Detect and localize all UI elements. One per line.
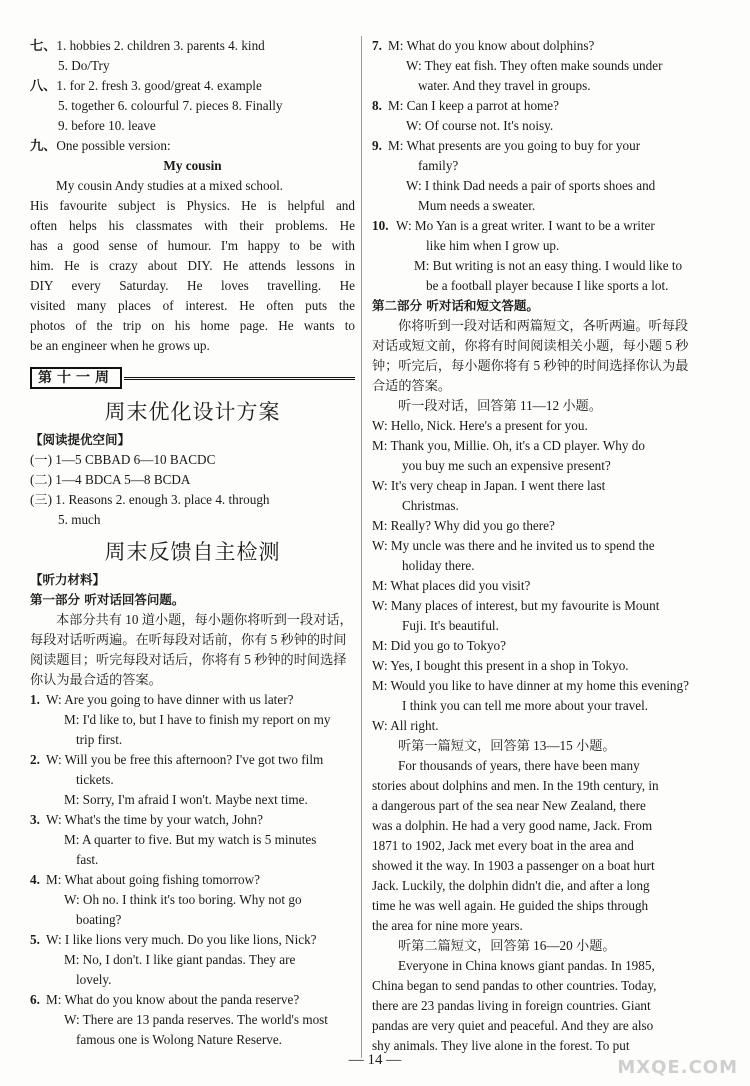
dialogue-body bbox=[388, 136, 655, 216]
essay-line: him. He is crazy about DIY. He attends lessons in bbox=[30, 258, 355, 273]
passage2-intro: 听第二篇短文，回答第 16—20 小题。 bbox=[398, 938, 616, 953]
essay-line: His favourite subject is Physics. He is helpful and bbox=[30, 198, 355, 213]
reading-answer-line: 5. much bbox=[58, 512, 101, 527]
left-column bbox=[30, 36, 355, 1050]
dialogue-number: 8. bbox=[372, 98, 382, 113]
passage2 bbox=[372, 956, 692, 1056]
dialogue-line: M: I'd like to, but I have to finish my report on my bbox=[64, 712, 331, 727]
part1-instructions bbox=[30, 610, 355, 690]
dialogue-body bbox=[388, 96, 559, 136]
conversation-line: W: Many places of interest, but my favourite is Mount bbox=[372, 598, 660, 613]
page-number: — 14 — bbox=[348, 1052, 402, 1068]
dialogue-item bbox=[30, 810, 355, 870]
instruction-line: 你认为最合适的答案。 bbox=[30, 672, 162, 687]
conversation-line: W: It's very cheap in Japan. I went there last bbox=[372, 478, 606, 493]
reading-answer-line: (一) 1—5 CBBAD 6—10 BACDC bbox=[30, 452, 216, 467]
dialogue-list bbox=[30, 690, 355, 1050]
passage1 bbox=[372, 756, 692, 936]
essay-line: My cousin Andy studies at a mixed school. bbox=[56, 178, 284, 193]
conversation-line: Christmas. bbox=[402, 498, 459, 513]
dialogue-line: M: Can I keep a parrot at home? bbox=[388, 98, 560, 113]
dialogue-item bbox=[372, 36, 692, 96]
instruction-line: 每段对话听两遍。在听每段对话前，你有 5 秒钟的时间 bbox=[30, 632, 347, 647]
conversation-line: W: My uncle was there and he invited us to spend the bbox=[372, 538, 655, 553]
dialogue-item bbox=[372, 216, 692, 296]
dialogue-line: Mum needs a sweater. bbox=[418, 198, 536, 213]
answer-line: 5. Do/Try bbox=[58, 58, 110, 73]
dialogue-number: 6. bbox=[30, 992, 40, 1007]
passage-line: stories about dolphins and men. In the 19th century, in bbox=[372, 778, 659, 793]
exercise-label: 八、 bbox=[30, 78, 57, 93]
dialogue-line: W: Oh no. I think it's too boring. Why not go bbox=[64, 892, 302, 907]
answer-line: 9. before 10. leave bbox=[58, 118, 156, 133]
dialogue-line: M: No, I don't. I like giant pandas. They are bbox=[64, 952, 296, 967]
conversation-line: M: What places did you visit? bbox=[372, 578, 531, 593]
dialogue-line: W: I like lions very much. Do you like lions, Nick? bbox=[46, 932, 317, 947]
essay-line: visited many places of interest. He often puts the bbox=[30, 298, 355, 313]
dialogue-line: W: There are 13 panda reserves. The world's most bbox=[64, 1012, 328, 1027]
answer-line: 1. for 2. fresh 3. good/great 4. example bbox=[56, 78, 262, 93]
dialogue-item bbox=[30, 990, 355, 1050]
dialogue-list bbox=[372, 36, 692, 296]
passage-line: Everyone in China knows giant pandas. In 1985, bbox=[398, 958, 655, 973]
dialogue-line: W: They eat fish. They often make sounds under bbox=[406, 58, 663, 73]
dialogue-line: M: What do you know about the panda reserve? bbox=[46, 992, 300, 1007]
dialogue-body bbox=[46, 750, 323, 810]
conversation-line: M: Did you go to Tokyo? bbox=[372, 638, 507, 653]
dialogue-line: fast. bbox=[76, 852, 99, 867]
dialogue-line: be a football player because I like sports a lot. bbox=[426, 278, 669, 293]
dialogue-item bbox=[30, 690, 355, 750]
dialogue-body bbox=[388, 36, 662, 96]
essay-title: My cousin bbox=[163, 158, 222, 173]
passage-line: the area for nine more years. bbox=[372, 918, 523, 933]
conversation-line: M: Would you like to have dinner at my home this evening? bbox=[372, 678, 689, 693]
dialogue-line: W: I think Dad needs a pair of sports shoes and bbox=[406, 178, 656, 193]
week-rule bbox=[124, 377, 355, 380]
passage-line: a dangerous part of the sea near New Zealand, there bbox=[372, 798, 646, 813]
dialogue-body bbox=[46, 810, 316, 870]
watermark-logo: MXQE.COM bbox=[617, 1057, 738, 1078]
exercise-9 bbox=[30, 136, 355, 356]
dialogue-item bbox=[372, 136, 692, 216]
conversation-line: M: Really? Why did you go there? bbox=[372, 518, 555, 533]
passage-line: there are 23 pandas living in foreign countries. Giant bbox=[372, 998, 651, 1013]
dialogue-line: lovely. bbox=[76, 972, 112, 987]
instruction-line: 合适的答案。 bbox=[372, 378, 452, 393]
instruction-line: 阅读题目；听完每段对话后，你将有 5 秒钟的时间选择 bbox=[30, 652, 347, 667]
dialogue-line: trip first. bbox=[76, 732, 123, 747]
dialogue-line: M: Sorry, I'm afraid I won't. Maybe next time. bbox=[64, 792, 308, 807]
dialogue-line: M: What about going fishing tomorrow? bbox=[46, 872, 261, 887]
dialogue-line: tickets. bbox=[76, 772, 114, 787]
dialogue-line: famous one is Wolong Nature Reserve. bbox=[76, 1032, 282, 1047]
listening-label: 【听力材料】 bbox=[30, 572, 106, 587]
conversation-line: I think you can tell me more about your travel. bbox=[402, 698, 649, 713]
dialogue-body bbox=[46, 990, 328, 1050]
exercise-7 bbox=[30, 36, 355, 76]
exercise-8 bbox=[30, 76, 355, 136]
conversation-intro: 听一段对话，回答第 11—12 小题。 bbox=[398, 398, 602, 413]
dialogue-number: 10. bbox=[372, 218, 389, 233]
conversation bbox=[372, 416, 692, 736]
essay-line: DIY every Saturday. He loves travelling. He bbox=[30, 278, 355, 293]
dialogue-number: 5. bbox=[30, 932, 40, 947]
reading-answer-line: (二) 1—4 BDCA 5—8 BCDA bbox=[30, 472, 191, 487]
week-header bbox=[30, 366, 355, 390]
section-title-design: 周末优化设计方案 bbox=[104, 400, 281, 424]
dialogue-number: 4. bbox=[30, 872, 40, 887]
passage-line: was a dolphin. He had a very good name, Jack. From bbox=[372, 818, 653, 833]
conversation-line: holiday there. bbox=[402, 558, 475, 573]
dialogue-item bbox=[30, 870, 355, 930]
passage1-intro: 听第一篇短文，回答第 13—15 小题。 bbox=[398, 738, 616, 753]
reading-label: 【阅读提优空间】 bbox=[30, 432, 131, 447]
conversation-line: M: Thank you, Millie. Oh, it's a CD player. Why do bbox=[372, 438, 645, 453]
essay-intro: One possible version: bbox=[56, 138, 171, 153]
dialogue-body bbox=[46, 930, 317, 990]
instruction-line: 你将听到一段对话和两篇短文，各听两遍。听每段 bbox=[398, 318, 689, 333]
dialogue-line: like him when I grow up. bbox=[426, 238, 560, 253]
instruction-line: 钟；听完后，每小题你将有 5 秒钟的时间选择你认为最 bbox=[372, 358, 689, 373]
conversation-line: W: All right. bbox=[372, 718, 439, 733]
passage-line: time he was well again. He guided the ships through bbox=[372, 898, 649, 913]
passage-line: 1871 to 1902, Jack met every boat in the area and bbox=[372, 838, 634, 853]
dialogue-line: boating? bbox=[76, 912, 122, 927]
answer-line: 5. together 6. colourful 7. pieces 8. Finally bbox=[58, 98, 283, 113]
dialogue-line: W: Of course not. It's noisy. bbox=[406, 118, 554, 133]
part2-instructions bbox=[372, 316, 692, 396]
passage-line: China began to send pandas to other countries. Today, bbox=[372, 978, 657, 993]
exercise-label: 七、 bbox=[30, 38, 57, 53]
dialogue-line: family? bbox=[418, 158, 459, 173]
dialogue-item bbox=[372, 96, 692, 136]
right-column bbox=[372, 36, 692, 1056]
passage-line: For thousands of years, there have been many bbox=[398, 758, 640, 773]
dialogue-number: 2. bbox=[30, 752, 40, 767]
dialogue-line: W: What's the time by your watch, John? bbox=[46, 812, 263, 827]
dialogue-line: water. And they travel in groups. bbox=[418, 78, 591, 93]
dialogue-body bbox=[396, 216, 682, 296]
reading-answers bbox=[30, 450, 355, 530]
dialogue-line: M: But writing is not an easy thing. I would like to bbox=[414, 258, 683, 273]
dialogue-line: M: What do you know about dolphins? bbox=[388, 38, 595, 53]
reading-answer-line: (三) 1. Reasons 2. enough 3. place 4. through bbox=[30, 492, 270, 507]
part2-label: 第二部分 听对话和短文答题。 bbox=[372, 298, 539, 313]
passage-line: pandas are very quiet and peaceful. And they are also bbox=[372, 1018, 654, 1033]
conversation-line: W: Yes, I bought this present in a shop in Tokyo. bbox=[372, 658, 629, 673]
conversation-line: W: Hello, Nick. Here's a present for you. bbox=[372, 418, 588, 433]
passage-line: shy animals. They live alone in the forest. To put bbox=[372, 1038, 630, 1053]
dialogue-line: M: What presents are you going to buy for your bbox=[388, 138, 641, 153]
dialogue-body bbox=[46, 870, 302, 930]
essay-line: be an engineer when he grows up. bbox=[30, 338, 210, 353]
section-title-test: 周末反馈自主检测 bbox=[104, 540, 281, 564]
dialogue-number: 3. bbox=[30, 812, 40, 827]
passage-line: showed it the way. In 1903 a passenger on a boat hurt bbox=[372, 858, 655, 873]
week-label: 第十一周 bbox=[30, 367, 122, 389]
essay-body bbox=[30, 176, 355, 356]
instruction-line: 对话或短文前，你将有时间阅读相关小题，每小题 5 秒 bbox=[372, 338, 689, 353]
dialogue-line: W: Will you be free this afternoon? I've got two film bbox=[46, 752, 324, 767]
dialogue-line: M: A quarter to five. But my watch is 5 minutes bbox=[64, 832, 317, 847]
instruction-line: 本部分共有 10 道小题，每小题你将听到一段对话， bbox=[56, 612, 353, 627]
part1-label: 第一部分 听对话回答问题。 bbox=[30, 592, 185, 607]
dialogue-number: 7. bbox=[372, 38, 382, 53]
dialogue-body bbox=[46, 690, 330, 750]
answer-line: 1. hobbies 2. children 3. parents 4. kind bbox=[56, 38, 265, 53]
dialogue-line: W: Are you going to have dinner with us later? bbox=[46, 692, 294, 707]
conversation-line: you buy me such an expensive present? bbox=[402, 458, 611, 473]
dialogue-number: 1. bbox=[30, 692, 40, 707]
essay-line: has a good sense of humour. I'm happy to be with bbox=[30, 238, 355, 253]
dialogue-item bbox=[30, 750, 355, 810]
exercise-label: 九、 bbox=[30, 138, 57, 153]
dialogue-line: W: Mo Yan is a great writer. I want to be a writer bbox=[396, 218, 655, 233]
dialogue-item bbox=[30, 930, 355, 990]
column-divider bbox=[361, 36, 362, 1058]
conversation-line: Fuji. It's beautiful. bbox=[402, 618, 499, 633]
dialogue-number: 9. bbox=[372, 138, 382, 153]
essay-line: photos of the trip on his home page. He wants to bbox=[30, 318, 355, 333]
passage-line: Jack. Luckily, the dolphin didn't die, and after a long bbox=[372, 878, 650, 893]
essay-line: often helps his classmates with their problems. He bbox=[30, 218, 355, 233]
